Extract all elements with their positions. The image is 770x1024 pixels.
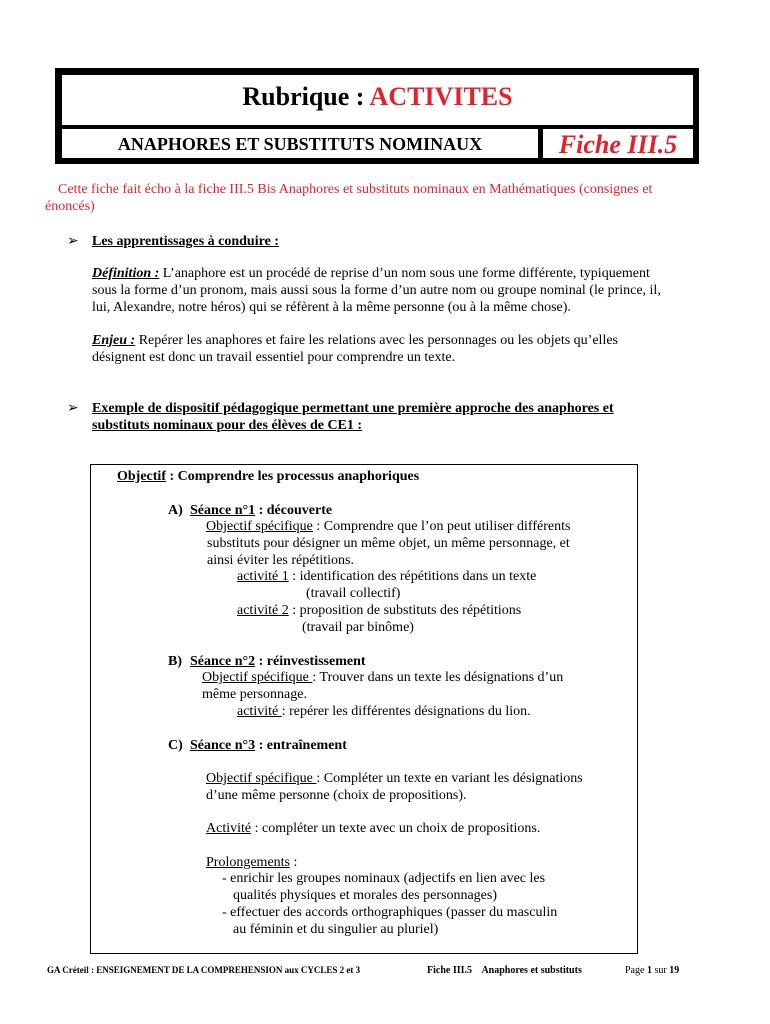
seance-a-objectif-3: ainsi éviter les répétitions. [207, 553, 354, 568]
prolongement-2b: au féminin et du singulier au pluriel) [233, 922, 439, 937]
seance-c-label: Séance n°3 [190, 738, 256, 753]
seance-b-objectif-2: même personnage. [202, 687, 307, 702]
prolongement-1a: - enrichir les groupes nominaux (adjectifs en lien avec les [222, 871, 546, 886]
seance-b-title: : réinvestissement [255, 654, 366, 669]
activite-1-text: : identification des répétitions dans un texte [288, 569, 537, 584]
page-subtitle: ANAPHORES ET SUBSTITUTS NOMINAUX [117, 134, 483, 154]
bullet-icon: ➢ [67, 234, 79, 249]
enjeu-line-1 [92, 332, 618, 349]
seance-b-objectif-1 [202, 669, 563, 686]
prolongements-heading [206, 854, 297, 871]
seance-b-activite-text: : repérer les différentes désignations du lion. [281, 704, 531, 719]
prolongements-label: Prolongements [206, 855, 290, 870]
enjeu-line-2: désignent est donc un travail essentiel pour comprendre un texte. [92, 350, 456, 365]
objectif-text: : Comprendre les processus anaphoriques [165, 469, 420, 484]
seance-c-title: : entraînement [255, 738, 347, 753]
seance-b-label: Séance n°2 [190, 654, 256, 669]
page-prefix: Page [625, 965, 647, 976]
seance-c-activite-label: Activité [206, 821, 252, 836]
definition-text-1: L’anaphore est un procédé de reprise d’un nom sous une forme différente, typiquement [159, 266, 650, 281]
seance-a-objectif-text: : Comprendre que l’on peut utiliser différents [312, 519, 571, 534]
activite-1-label: activité 1 [237, 569, 289, 584]
seance-c-letter: C) [168, 738, 183, 753]
seance-b-letter: B) [168, 654, 182, 669]
seance-a-activite-1 [237, 568, 536, 585]
enjeu-text-1: Repérer les anaphores et faire les relations avec les personnages ou les objets qu’elles [135, 333, 619, 348]
prolongement-1b: qualités physiques et morales des personnages) [233, 888, 497, 903]
title-highlight: ACTIVITES [369, 82, 513, 111]
seance-a-activite-2 [237, 602, 521, 619]
page-total: 19 [669, 965, 680, 976]
seance-b-activite-label: activité [237, 704, 282, 719]
definition-line-1 [92, 265, 650, 282]
seance-a-label: Séance n°1 [190, 503, 256, 518]
section2-heading-2: substituts nominaux pour des élèves de CE1 : [92, 418, 363, 433]
definition-label: Définition : [92, 266, 160, 281]
seance-c-activite-text: : compléter un texte avec un choix de propositions. [251, 821, 541, 836]
enjeu-label: Enjeu : [92, 333, 136, 348]
seance-c-objectif-label: Objectif spécifique [206, 771, 317, 786]
fiche-number: Fiche III.5 [558, 130, 678, 159]
section1-heading: Les apprentissages à conduire : [92, 234, 279, 249]
prolongements-colon: : [290, 855, 298, 870]
seance-c-objectif-text: : Compléter un texte en variant les désignations [316, 771, 583, 786]
seance-b-objectif-text: : Trouver dans un texte les désignations d’un [312, 670, 564, 685]
seance-c-objectif-1 [206, 770, 583, 787]
footer-middle: Fiche III.5 Anaphores et substituts [427, 965, 582, 976]
intro-line-1: Cette fiche fait écho à la fiche III.5 Bis Anaphores et substituts nominaux en Mathématiques (consignes et [58, 182, 653, 197]
seance-a-letter: A) [168, 503, 183, 518]
seance-a-heading [190, 502, 332, 519]
seance-a-activite-2-sub: (travail par binôme) [302, 620, 414, 635]
seance-b-objectif-label: Objectif spécifique [202, 670, 313, 685]
objectif-line [117, 468, 419, 485]
seance-c-activite [206, 820, 540, 837]
seance-a-objectif-2: substituts pour désigner un même objet, un même personnage, et [207, 536, 570, 551]
seance-a-activite-1-sub: (travail collectif) [306, 586, 401, 601]
page-number: 1 [646, 965, 652, 976]
prolongement-2a: - effectuer des accords orthographiques (passer du masculin [222, 905, 558, 920]
activite-2-label: activité 2 [237, 603, 289, 618]
footer-page [625, 965, 679, 976]
seance-a-objectif-label: Objectif spécifique [206, 519, 313, 534]
seance-a-title: : découverte [255, 503, 333, 518]
section2-heading-1: Exemple de dispositif pédagogique permettant une première approche des anaphores et [92, 401, 614, 416]
seance-b-heading [190, 653, 366, 670]
footer-left: GA Créteil : ENSEIGNEMENT DE LA COMPREHENSION aux CYCLES 2 et 3 [47, 965, 361, 975]
seance-c-objectif-2: d’une même personne (choix de propositions). [206, 788, 467, 803]
definition-line-3: lui, Alexandre, notre héros) qui se réfèrent à la même personne (ou à la même chose). [92, 300, 571, 315]
activite-2-text: : proposition de substituts des répétitions [288, 603, 522, 618]
seance-b-activite [237, 703, 531, 720]
seance-a-objectif-1 [206, 518, 570, 535]
objectif-label: Objectif [117, 469, 166, 484]
intro-line-2: énoncés) [45, 199, 95, 214]
bullet-icon: ➢ [67, 401, 79, 416]
definition-line-2: sous la forme d’un pronom, mais aussi sous la forme d’un autre nom ou groupe nominal (le prince, il, [92, 283, 661, 298]
page-separator: sur [651, 965, 670, 976]
title-prefix: Rubrique : [242, 82, 370, 111]
seance-c-heading [190, 737, 347, 754]
page-title [62, 82, 693, 112]
